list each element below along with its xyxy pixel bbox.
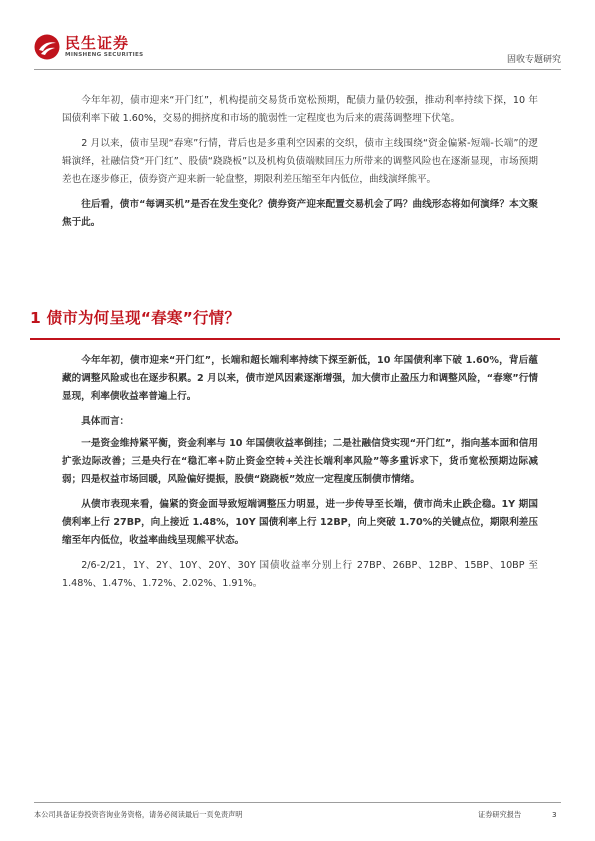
brand-name-en: MINSHENG SECURITIES: [65, 51, 144, 58]
section-paragraph-1: 今年年初，债市迎来“开门红”，长端和超长端利率持续下探至新低，10 年国债利率下破 1.60%，背后蕴藏的调整风险或也在逐步积累。2 月以来，债市逆风因素逐渐增强，加大债市止盈压力和调整风险，“春寒”行情显现，利率债收益率普遍上行。: [62, 355, 538, 402]
section-paragraph-4: 从债市表现来看，偏紧的资金面导致短端调整压力明显，进一步传导至长端，债市尚未止跌企稳。1Y 期国债利率上行 27BP，向上接近 1.48%，10Y 国债利率上行 12BP，向上突破 1.70%的关键点位，期限利差压缩至年内低位，收益率曲线呈现熊平状态。: [62, 499, 538, 546]
header-divider: [34, 69, 561, 70]
brand-logo: [34, 34, 143, 60]
page-header: [34, 34, 561, 66]
section-heading: [30, 306, 560, 340]
intro-paragraph-2: 2 月以来，债市呈现“春寒”行情，背后也是多重利空因素的交织，债市主线围绕“资金偏紧-短端-长端”的逻辑演绎，社融信贷“开门红”、股债“跷跷板”以及机构负债端赎回压力所带来的调整风险也在逐渐显现，市场预期差也在逐步修正，债券资产迎来新一轮盘整，期限利差压缩至年内低位，曲线演绎熊平。: [62, 138, 538, 185]
minsheng-logo-icon: [34, 34, 60, 60]
intro-section: [62, 92, 538, 239]
footer-disclaimer: 本公司具备证券投资咨询业务资格，请务必阅读最后一页免责声明: [34, 810, 243, 819]
section-body: [62, 352, 538, 600]
section-title-underline: [30, 338, 560, 340]
intro-paragraph-3: 往后看，债市“每调买机”是否在发生变化？债券资产迎来配置交易机会了吗？曲线形态将如何演绎？本文聚焦于此。: [62, 199, 538, 228]
footer-divider: [34, 802, 561, 803]
report-category: 固收专题研究: [506, 55, 561, 65]
page-number: 3: [552, 810, 557, 819]
brand-name-cn: 民生证券: [65, 33, 130, 52]
section-paragraph-5: 2/6-2/21，1Y、2Y、10Y、20Y、30Y 国债收益率分别上行 27BP、26BP、12BP、15BP、10BP 至 1.48%、1.47%、1.72%、2.02%、1.91%。: [62, 560, 538, 589]
section-paragraph-2: 具体而言：: [81, 416, 130, 427]
footer-report-type: 证券研究报告: [478, 810, 522, 819]
intro-paragraph-1: 今年年初，债市迎来“开门红”，机构提前交易货币宽松预期，配债力量仍较强，推动利率持续下探，10 年国债利率下破 1.60%，交易的拥挤度和市场的脆弱性一定程度也为后来的震荡调整埋下伏笔。: [62, 95, 538, 124]
section-title: 1 债市为何呈现“春寒”行情？: [30, 309, 241, 327]
section-paragraph-3: 一是资金维持紧平衡，资金利率与 10 年国债收益率倒挂；二是社融信贷实现“开门红”，指向基本面和信用扩张边际改善；三是央行在“稳汇率+防止资金空转+关注长端利率风险”等多重诉求下，货币宽松预期边际减弱；四是权益市场回暖，风险偏好提振，股债“跷跷板”效应一定程度压制债市情绪。: [62, 438, 538, 485]
